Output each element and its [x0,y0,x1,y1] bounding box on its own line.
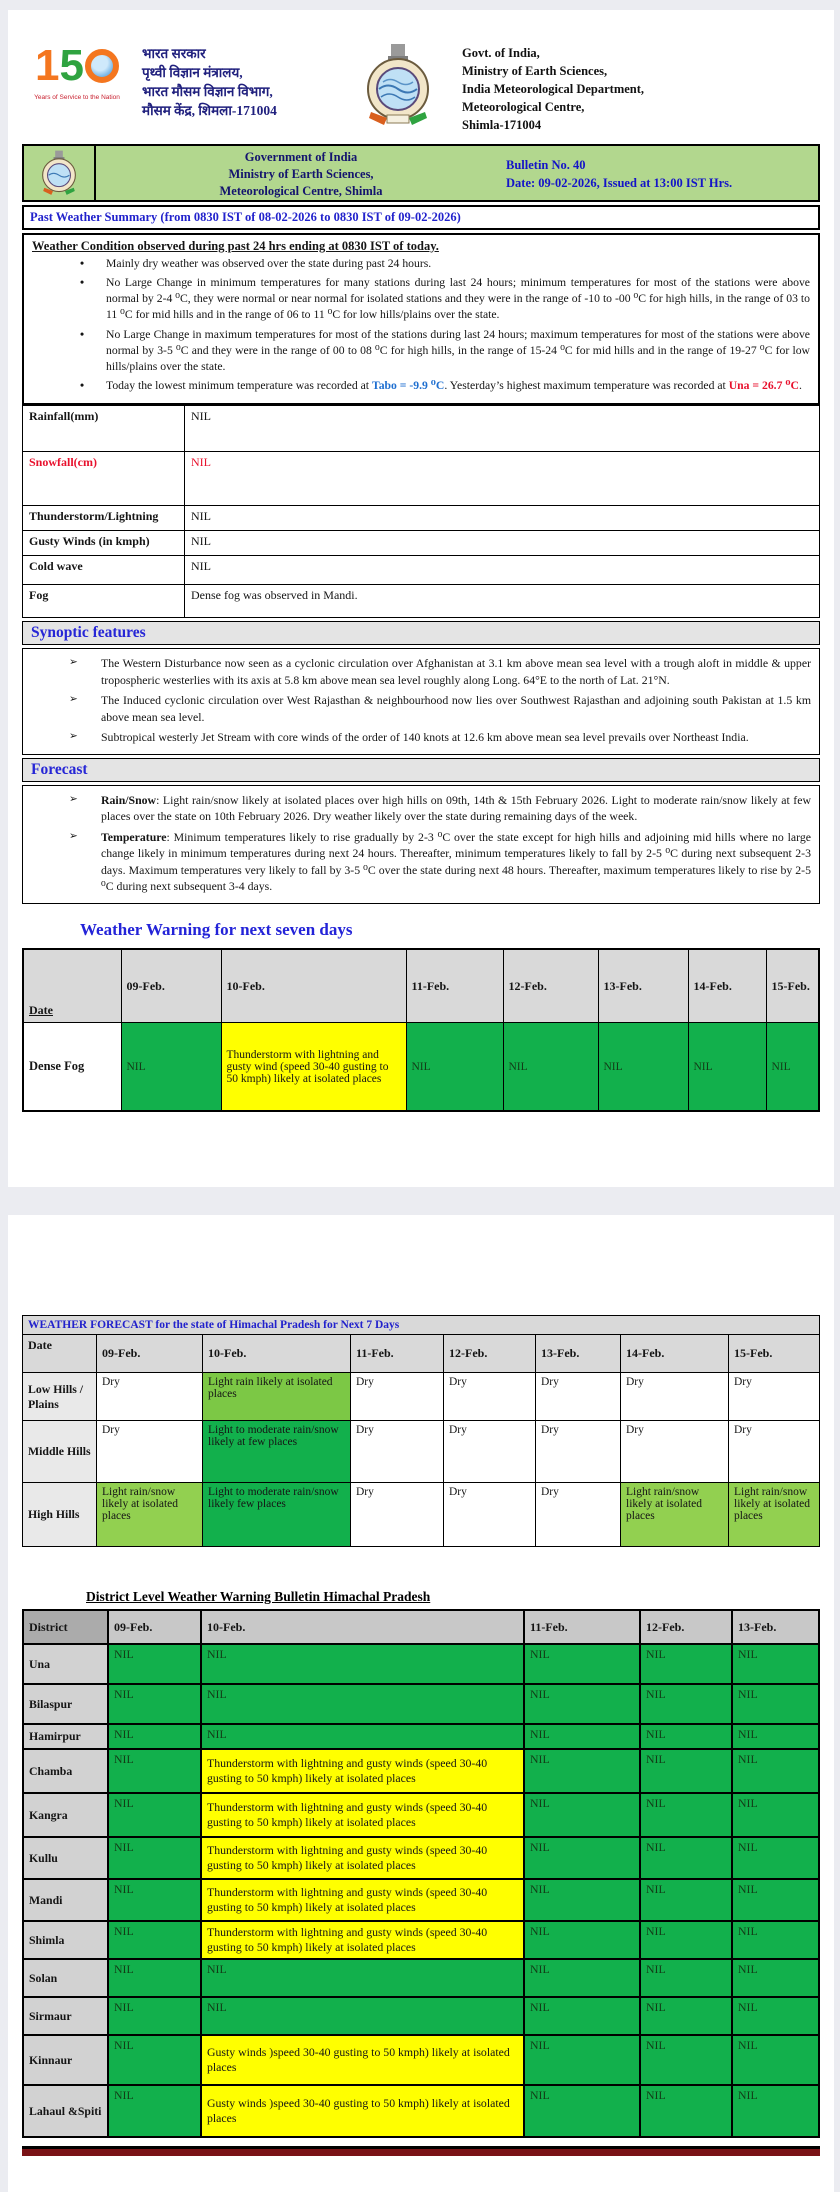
banner-emblem-icon [24,146,96,200]
district-name: Kinnaur [23,2035,108,2085]
obs-value: NIL [185,452,820,506]
district-name: Mandi [23,1879,108,1921]
column-header-date: Date [23,949,121,1023]
district-name: Bilaspur [23,1684,108,1724]
letterhead [22,38,820,140]
forecast-cell: Dry [729,1373,820,1421]
english-line: Govt. of India, [462,46,540,60]
district-cell: NIL [108,1644,201,1684]
extreme-mid: . Yesterday’s highest maximum temperature was recorded at [444,378,729,392]
table-row-chamba [23,1749,819,1793]
logo-digit-1: 1 [35,41,60,90]
forecast-cell: Dry [97,1421,203,1483]
column-header: 10-Feb. [221,949,406,1023]
forecast-cell: Dry [351,1373,444,1421]
table-row-kangra [23,1793,819,1837]
district-name: Solan [23,1959,108,1997]
forecast-cell: Dry [536,1483,621,1547]
district-cell: NIL [524,2085,640,2137]
extreme-min-pre: Today the lowest minimum temperature was recorded at [106,378,372,392]
condition-bullet: • Mainly dry weather was observed over the state during past 24 hours. [76,256,810,272]
table-row-high-hills [23,1483,820,1547]
district-cell: NIL [732,1959,819,1997]
district-name: Shimla [23,1921,108,1959]
next-section-top-border [22,2146,820,2156]
district-cell: Thunderstorm with lightning and gusty winds (speed 30-40 gusting to 50 kmph) likely at isolated places [201,1921,524,1959]
district-cell: NIL [108,1724,201,1749]
weather-condition-section [22,233,820,405]
district-name: Hamirpur [23,1724,108,1749]
banner-org-line: Meteorological Centre, Shimla [219,184,383,198]
district-cell: NIL [108,1793,201,1837]
table-row-sirmaur [23,1997,819,2035]
synoptic-item: ➢ The Induced cyclonic circulation over West Rajasthan & neighbourhood now lies over Southwest Rajasthan and adjoining south Pakistan at 1.5 km above mean sea level. [67,692,811,725]
table-row-bilaspur [23,1684,819,1724]
lowest-min-temp-value: Tabo = -9.9 ⁰C [371,378,445,392]
weather-warning-title: Weather Warning for next seven days [80,919,353,939]
forecast-cell: Dry [729,1421,820,1483]
table-row [23,452,820,506]
synoptic-item: ➢ Subtropical westerly Jet Stream with core winds of the order of 140 knots at 12.6 km above mean sea level prevails over Northeast India. [67,729,811,746]
district-cell: NIL [108,1684,201,1724]
forecast-cell: Light rain/snow likely at isolated places [621,1483,729,1547]
district-cell: NIL [640,1749,732,1793]
district-cell: Thunderstorm with lightning and gusty winds (speed 30-40 gusting to 50 kmph) likely at isolated places [201,1793,524,1837]
banner-bulletin-block [506,146,818,200]
district-cell: NIL [524,1837,640,1879]
row-label: High Hills [23,1483,97,1547]
table-row [23,406,820,452]
district-cell: NIL [640,2085,732,2137]
district-cell: NIL [524,1749,640,1793]
column-header-date: Date [23,1335,97,1373]
district-cell: NIL [732,1879,819,1921]
district-cell: NIL [201,1724,524,1749]
district-name: Chamba [23,1749,108,1793]
district-cell: NIL [732,2085,819,2137]
table-row [23,531,820,556]
hindi-line: भारत मौसम विज्ञान विभाग, [142,84,273,99]
condition-bullet: • No Large Change in minimum temperatures for many stations during last 24 hours; minimum temperatures for most of the stations were above normal by 2-4 ⁰C, they were normal or near normal for isolated stations and they were in the range of -10 to -00 ⁰C for high hills, in the range of 03 to 11 ⁰C for mid hills and in the range of 06 to 11 ⁰C for low hills/plains over the state. [76,275,810,323]
forecast-cell: Dry [444,1373,536,1421]
forecast-cell: Dry [444,1483,536,1547]
synoptic-features-body [22,648,820,755]
table-header-row [23,1335,820,1373]
district-cell: NIL [732,1684,819,1724]
obs-label: Fog [23,585,185,618]
district-cell: NIL [732,1749,819,1793]
obs-value: NIL [185,406,820,452]
english-line: Meteorological Centre, [462,100,585,114]
district-cell: NIL [108,1921,201,1959]
forecast-item-text: : Minimum temperatures likely to rise gradually by 2-3 ⁰C over the state except for high hills and adjoining mid hills where no large change likely in minimum temperatures during next 24 hours. Thereafter, minimum temperatures likely to fall by 2-5 ⁰C during next subsequent 2-3 days. Maximum temperatures very likely to fall by 3-5 ⁰C over the state during next 48 hours. Thereafter, maximum temperatures likely to rise by 2-5 ⁰C during next subsequent 3-4 days. [101,829,811,894]
district-cell: NIL [640,1959,732,1997]
table-row-kinnaur [23,2035,819,2085]
column-header: 12-Feb. [640,1610,732,1644]
obs-label: Cold wave [23,556,185,585]
district-cell: NIL [524,2035,640,2085]
table-row-kullu [23,1837,819,1879]
logo-digit-5: 5 [59,41,84,90]
row-label: Middle Hills [23,1421,97,1483]
district-cell: NIL [640,1879,732,1921]
district-cell: NIL [108,2085,201,2137]
condition-bullet-extremes [76,378,810,394]
imd-150-years-logo-icon [22,38,128,102]
table-header-row [23,949,819,1023]
obs-label: Gusty Winds (in kmph) [23,531,185,556]
state-forecast-title: WEATHER FORECAST for the state of Himachal Pradesh for Next 7 Days [23,1316,820,1335]
forecast-cell: Dry [536,1421,621,1483]
forecast-cell: Dry [351,1421,444,1483]
row-label: Low Hills / Plains [23,1373,97,1421]
forecast-body [22,785,820,904]
district-cell: Gusty winds )speed 30-40 gusting to 50 kmph) likely at isolated places [201,2035,524,2085]
forecast-cell: Dry [97,1373,203,1421]
column-header: 09-Feb. [108,1610,201,1644]
table-row-dense-fog [23,1023,819,1111]
column-header: 13-Feb. [598,949,688,1023]
banner-org-line: Ministry of Earth Sciences, [228,167,374,181]
warning-cell: NIL [503,1023,598,1111]
district-cell: NIL [524,1724,640,1749]
forecast-item-temperature [67,829,811,895]
table-row-lahaul-spiti [23,2085,819,2137]
district-cell: NIL [108,2035,201,2085]
table-row-mandi [23,1879,819,1921]
forecast-cell: Dry [536,1373,621,1421]
column-header: 15-Feb. [766,949,819,1023]
logo-globe-icon [85,49,119,83]
bulletin-page-1 [8,10,834,1187]
district-cell: NIL [732,1644,819,1684]
district-cell: Thunderstorm with lightning and gusty winds (speed 30-40 gusting to 50 kmph) likely at isolated places [201,1879,524,1921]
district-cell: NIL [108,1749,201,1793]
warning-cell: Thunderstorm with lightning and gusty wind (speed 30-40 gusting to 50 kmph) likely at isolated places [221,1023,406,1111]
column-header: 13-Feb. [732,1610,819,1644]
district-cell: NIL [732,1793,819,1837]
district-cell: NIL [732,1921,819,1959]
warning-cell: NIL [688,1023,766,1111]
synoptic-features-heading: Synoptic features [22,621,820,645]
weather-condition-title: Weather Condition observed during past 24 hrs ending at 0830 IST of today. [32,239,439,253]
district-warning-title: District Level Weather Warning Bulletin Himachal Pradesh [86,1589,431,1604]
table-header-row [23,1610,819,1644]
forecast-cell: Light to moderate rain/snow likely few places [203,1483,351,1547]
column-header: 09-Feb. [121,949,221,1023]
column-header: 12-Feb. [503,949,598,1023]
obs-label: Thunderstorm/Lightning [23,506,185,531]
forecast-item-lead: Temperature [101,829,167,844]
forecast-cell: Dry [621,1373,729,1421]
forecast-cell: Light rain/snow likely at isolated places [97,1483,203,1547]
bulletin-page-2 [8,1215,834,2192]
obs-value: NIL [185,506,820,531]
bulletin-banner [22,144,820,202]
hindi-address-block [142,38,334,120]
logo-150-digits [26,38,128,94]
column-header: 12-Feb. [444,1335,536,1373]
district-cell: NIL [640,1644,732,1684]
column-header: 14-Feb. [688,949,766,1023]
banner-org-line: Government of India [244,150,358,164]
column-header: 10-Feb. [201,1610,524,1644]
district-cell: NIL [524,1793,640,1837]
condition-bullet: • No Large Change in maximum temperatures for most of the stations during last 24 hours; maximum temperatures for most of the stations were above normal by 3-5 ⁰C and they were in the range of 00 to 08 ⁰C for high hills, in the range of 15-24 ⁰C for mid hills and in the range of 19-27 ⁰C for low hills/plains over the state. [76,327,810,375]
forecast-heading: Forecast [22,758,820,782]
warning-cell: NIL [406,1023,503,1111]
table-row-hamirpur [23,1724,819,1749]
district-cell: NIL [108,1879,201,1921]
column-header: 13-Feb. [536,1335,621,1373]
district-cell: NIL [640,1684,732,1724]
district-cell: NIL [732,1837,819,1879]
highest-max-temp-value: Una = 26.7 ⁰C [728,378,799,392]
forecast-cell: Dry [621,1421,729,1483]
past-weather-summary-title: Past Weather Summary (from 0830 IST of 08-02-2026 to 0830 IST of 09-02-2026) [22,205,820,230]
district-cell: NIL [732,2035,819,2085]
forecast-cell: Dry [444,1421,536,1483]
state-forecast-table [22,1315,820,1547]
imd-emblem-icon [334,38,462,128]
district-cell: Gusty winds )speed 30-40 gusting to 50 kmph) likely at isolated places [201,2085,524,2137]
obs-label: Rainfall(mm) [23,406,185,452]
district-cell: NIL [524,1921,640,1959]
district-cell: NIL [524,1959,640,1997]
forecast-item-text: : Light rain/snow likely at isolated places over high hills on 09th, 14th & 15th February 2026. Light to moderate rain/snow likely at few places over the state on 10th February 2026. Dry weather likely over the state during remaining days of the week. [101,792,811,824]
bulletin-date: Date: 09-02-2026, Issued at 13:00 IST Hrs. [506,176,733,190]
district-cell: NIL [108,1959,201,1997]
district-cell: NIL [524,1997,640,2035]
district-cell: Thunderstorm with lightning and gusty winds (speed 30-40 gusting to 50 kmph) likely at isolated places [201,1837,524,1879]
district-cell: NIL [524,1644,640,1684]
table-title-row [23,1316,820,1335]
district-cell: NIL [732,1997,819,2035]
table-row [23,556,820,585]
table-row-solan [23,1959,819,1997]
past-observations-table [22,405,820,618]
column-header: 10-Feb. [203,1335,351,1373]
district-cell: NIL [201,1684,524,1724]
district-cell: NIL [640,1921,732,1959]
column-header: 15-Feb. [729,1335,820,1373]
district-cell: Thunderstorm with lightning and gusty winds (speed 30-40 gusting to 50 kmph) likely at isolated places [201,1749,524,1793]
district-name: Kullu [23,1837,108,1879]
banner-org-block [96,146,506,200]
table-row-middle-hills [23,1421,820,1483]
english-address-block [462,38,820,134]
column-header-district: District [23,1610,108,1644]
page-break-gap [0,1187,840,1215]
district-cell: NIL [201,1644,524,1684]
forecast-cell: Light rain/snow likely at isolated places [729,1483,820,1547]
obs-value: NIL [185,531,820,556]
extreme-post: . [798,378,802,392]
district-cell: NIL [201,1997,524,2035]
district-warning-table [22,1609,820,2138]
english-line: Ministry of Earth Sciences, [462,64,608,78]
warning-cell: NIL [766,1023,819,1111]
district-cell: NIL [524,1684,640,1724]
warning-cell: NIL [121,1023,221,1111]
district-cell: NIL [640,1793,732,1837]
column-header: 11-Feb. [406,949,503,1023]
district-cell: NIL [524,1879,640,1921]
table-row-una [23,1644,819,1684]
forecast-item-lead: Rain/Snow [101,792,157,807]
obs-label: Snowfall(cm) [23,452,185,506]
column-header: 11-Feb. [351,1335,444,1373]
district-cell: NIL [108,1837,201,1879]
forecast-item-rain-snow [67,792,811,825]
district-cell: NIL [201,1959,524,1997]
hindi-line: भारत सरकार [142,46,206,61]
table-row [23,506,820,531]
obs-value: Dense fog was observed in Mandi. [185,585,820,618]
district-name: Una [23,1644,108,1684]
weather-warning-table [22,948,820,1112]
logo-150-caption: Years of Service to the Nation [34,94,120,101]
column-header: 14-Feb. [621,1335,729,1373]
obs-value: NIL [185,556,820,585]
forecast-cell: Dry [351,1483,444,1547]
district-cell: NIL [640,1997,732,2035]
forecast-cell: Light rain likely at isolated places [203,1373,351,1421]
bulletin-number: Bulletin No. 40 [506,158,586,172]
district-cell: NIL [732,1724,819,1749]
table-row-low-hills [23,1373,820,1421]
english-line: India Meteorological Department, [462,82,645,96]
column-header: 09-Feb. [97,1335,203,1373]
column-header: 11-Feb. [524,1610,640,1644]
table-row [23,585,820,618]
synoptic-item: ➢ The Western Disturbance now seen as a cyclonic circulation over Afghanistan at 3.1 km above mean sea level with a trough aloft in middle & upper tropospheric westerlies with its axis at 5.8 km above mean sea level roughly along Long. 64°E to the north of Lat. 21°N. [67,655,811,688]
row-label: Dense Fog [23,1023,121,1111]
district-cell: NIL [108,1997,201,2035]
english-line: Shimla-171004 [462,118,542,132]
district-name: Kangra [23,1793,108,1837]
table-row-shimla [23,1921,819,1959]
forecast-cell: Light to moderate rain/snow likely at few places [203,1421,351,1483]
hindi-line: पृथ्वी विज्ञान मंत्रालय, [142,65,243,80]
district-cell: NIL [640,1724,732,1749]
hindi-line: मौसम केंद्र, शिमला-171004 [142,103,277,118]
district-name: Lahaul &Spiti [23,2085,108,2137]
warning-cell: NIL [598,1023,688,1111]
district-cell: NIL [640,2035,732,2085]
district-cell: NIL [640,1837,732,1879]
district-name: Sirmaur [23,1997,108,2035]
